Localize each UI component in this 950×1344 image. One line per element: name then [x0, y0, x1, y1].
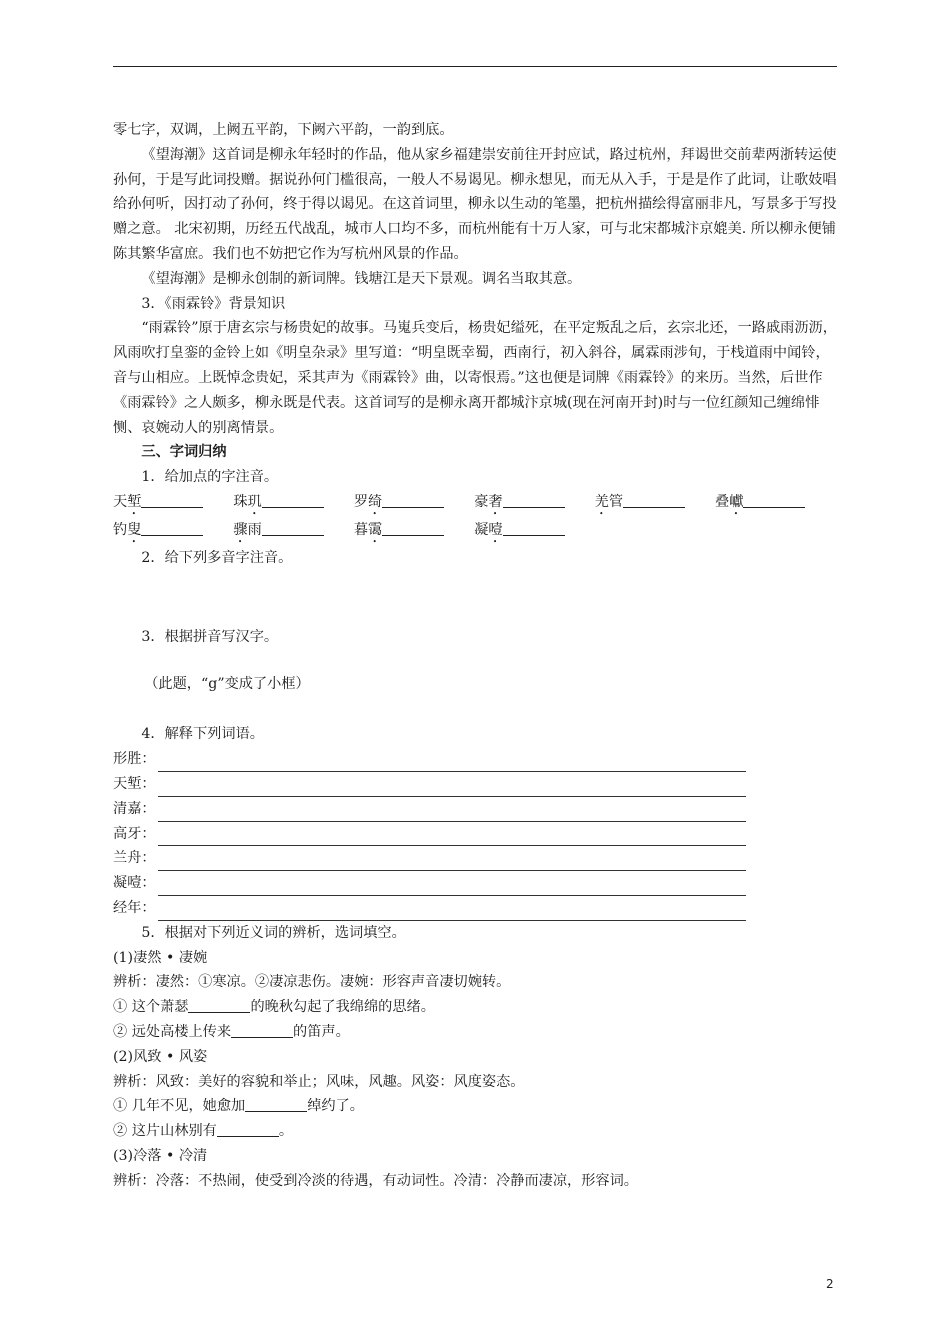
word-text: 天	[113, 493, 128, 510]
answer-blank[interactable]	[382, 491, 444, 508]
synonym-group-title: (2)风致 • 风姿	[113, 1048, 208, 1065]
word-text: 暮	[353, 521, 369, 538]
section-title: 三、字词归纳	[141, 444, 227, 461]
term-label: 高牙：	[113, 825, 156, 842]
answer-line[interactable]	[158, 830, 746, 846]
answer-blank[interactable]	[262, 519, 324, 536]
paragraph: “雨霖铃”原于唐玄宗与杨贵妃的故事。马嵬兵变后，杨贵妃缢死，在平定叛乱之后，玄宗北还，一路戚雨沥沥，风雨吹打皇銮的金铃上如《明皇杂录》里写道：“明皇既幸蜀，西南行，初入斜谷，属霖雨涉旬，于栈道雨中闻铃，音与山相应。上既悼念贵妃，采其声为《雨霖铃》曲，以寄恨焉。”这也便是词牌《雨霖铃》的来历。当然，后世作《雨霖铃》之人颇多，柳永既是代表。这首词写的是柳永离开都城汴京城(现在河南开封)时与一位红颜知己缠绵悱恻、哀婉动人的别离情景。	[113, 320, 837, 436]
question-label: 1．给加点的字注音。	[141, 469, 279, 486]
answer-blank[interactable]	[141, 491, 203, 508]
definition-row	[113, 772, 837, 797]
question-note: （此题，“g”变成了小框）	[144, 675, 310, 692]
dotted-char: 骤	[233, 521, 248, 538]
answer-line[interactable]	[158, 855, 746, 871]
pinyin-item	[233, 490, 323, 518]
answer-blank[interactable]	[382, 519, 444, 536]
definition-row	[113, 871, 837, 896]
answer-blank[interactable]	[217, 1120, 279, 1137]
answer-blank[interactable]	[503, 491, 565, 508]
pinyin-item	[715, 490, 805, 518]
question-label: 3．根据拼音写汉字。	[141, 628, 279, 645]
pinyin-item	[474, 490, 564, 518]
pinyin-item	[113, 490, 203, 518]
fill-sentence	[113, 995, 837, 1020]
definition-row	[113, 896, 837, 921]
pinyin-item	[233, 518, 323, 546]
definition-row	[113, 797, 837, 822]
pinyin-item	[354, 490, 444, 518]
answer-blank[interactable]	[743, 491, 805, 508]
definition-row	[113, 822, 837, 847]
sentence-text: 的晚秋勾起了我绵绵的思绪。	[250, 999, 435, 1016]
fill-sentence	[113, 1020, 837, 1045]
synonym-group-title: (1)凄然 • 凄婉	[113, 949, 208, 966]
synonym-group-title: (3)冷落 • 冷清	[113, 1147, 208, 1164]
term-label: 形胜：	[113, 751, 156, 768]
synonym-analysis: 辨析：风致：美好的容貌和举止；风味，风趣。风姿：风度姿态。	[113, 1073, 525, 1090]
sentence-text: ② 远处高楼上传来	[113, 1023, 232, 1040]
definition-list	[113, 747, 837, 921]
pinyin-word-list	[113, 490, 837, 546]
dotted-char: 羌	[594, 493, 609, 510]
dotted-char: 巘	[729, 493, 744, 510]
sentence-text: ① 这个萧瑟	[113, 999, 189, 1016]
answer-line[interactable]	[158, 781, 746, 797]
paragraph: 《望海潮》这首词是柳永年轻时的作品，他从家乡福建崇安前往开封应试，路过杭州，拜谒世交前辈两浙转运使孙何，于是写此词投赠。据说孙何门槛很高，一般人不易谒见。柳永想见，而无从入手，于是是作了此词，让歌妓唱给孙何听，因打动了孙何，终于得以谒见。在这首词里，柳永以生动的笔墨，把杭州描绘得富丽非凡，写景多于写投赠之意。 北宋初期，历经五代战乱，城市人口均不多，而杭州能有十万人家，可与北宋都城汴京媲美. 所以柳永便铺陈其繁华富庶。我们也不妨把它作为写杭州风景的作品。	[113, 146, 837, 262]
sentence-text: 绰约了。	[307, 1098, 364, 1115]
pinyin-item	[354, 518, 444, 546]
question-label: 5．根据对下列近义词的辨析，选词填空。	[141, 924, 406, 941]
word-text: 管	[608, 493, 624, 510]
pinyin-item	[113, 518, 203, 546]
word-text: 凝	[474, 521, 489, 538]
sentence-text: ② 这片山林别有	[113, 1123, 217, 1140]
dotted-char: 噎	[488, 521, 503, 538]
answer-blank[interactable]	[262, 491, 324, 508]
header-rule	[113, 66, 837, 67]
dotted-char: 绮	[368, 493, 383, 510]
answer-blank[interactable]	[141, 519, 203, 536]
word-text: 豪	[474, 493, 489, 510]
dotted-char: 奢	[488, 493, 503, 510]
answer-blank[interactable]	[245, 1095, 307, 1112]
sentence-text: 。	[278, 1123, 294, 1140]
pinyin-item	[595, 490, 685, 518]
term-label: 清嘉：	[113, 800, 156, 817]
term-label: 兰舟：	[113, 850, 156, 867]
answer-blank[interactable]	[503, 519, 565, 536]
definition-row	[113, 846, 837, 871]
synonym-groups	[113, 946, 837, 1194]
dotted-char: 霭	[368, 521, 383, 538]
pinyin-item	[474, 518, 564, 546]
word-text: 雨	[247, 521, 262, 538]
answer-line[interactable]	[158, 880, 746, 896]
dotted-char: 堑	[127, 493, 142, 510]
word-text: 叠	[715, 493, 730, 510]
subheading: 3．《雨霖铃》背景知识	[141, 295, 286, 312]
dotted-char: 玑	[247, 493, 262, 510]
term-label: 经年：	[113, 899, 156, 916]
definition-row	[113, 747, 837, 772]
sentence-text: 的笛声。	[293, 1023, 350, 1040]
synonym-analysis: 辨析：冷落：不热闹，使受到冷淡的待遇，有动词性。冷清：冷静而凄凉，形容词。	[113, 1172, 638, 1189]
answer-blank[interactable]	[231, 1021, 293, 1038]
answer-blank[interactable]	[188, 996, 250, 1013]
word-text: 罗	[353, 493, 369, 510]
synonym-analysis: 辨析：凄然：①寒凉。②凄凉悲伤。凄婉：形容声音凄切婉转。	[113, 974, 511, 991]
answer-line[interactable]	[158, 806, 746, 822]
page-number: 2	[826, 1277, 834, 1291]
document-body	[113, 118, 837, 1193]
fill-sentence	[113, 1094, 837, 1119]
paragraph: 《望海潮》是柳永创制的新词牌。钱塘江是天下景观。调名当取其意。	[141, 270, 582, 287]
sentence-text: ① 几年不见，她愈加	[113, 1098, 246, 1115]
word-text: 钓	[113, 521, 128, 538]
dotted-char: 叟	[127, 521, 142, 538]
answer-line[interactable]	[158, 905, 746, 921]
fill-sentence	[113, 1119, 837, 1144]
paragraph: 零七字，双调，上阙五平韵，下阙六平韵，一韵到底。	[113, 122, 454, 138]
question-label: 4．解释下列词语。	[141, 726, 264, 743]
question-label: 2．给下列多音字注音。	[141, 549, 293, 566]
term-label: 凝噎：	[113, 875, 156, 892]
answer-line[interactable]	[158, 756, 746, 772]
answer-blank[interactable]	[623, 491, 685, 508]
term-label: 天堑：	[113, 775, 156, 792]
word-text: 珠	[233, 493, 248, 510]
